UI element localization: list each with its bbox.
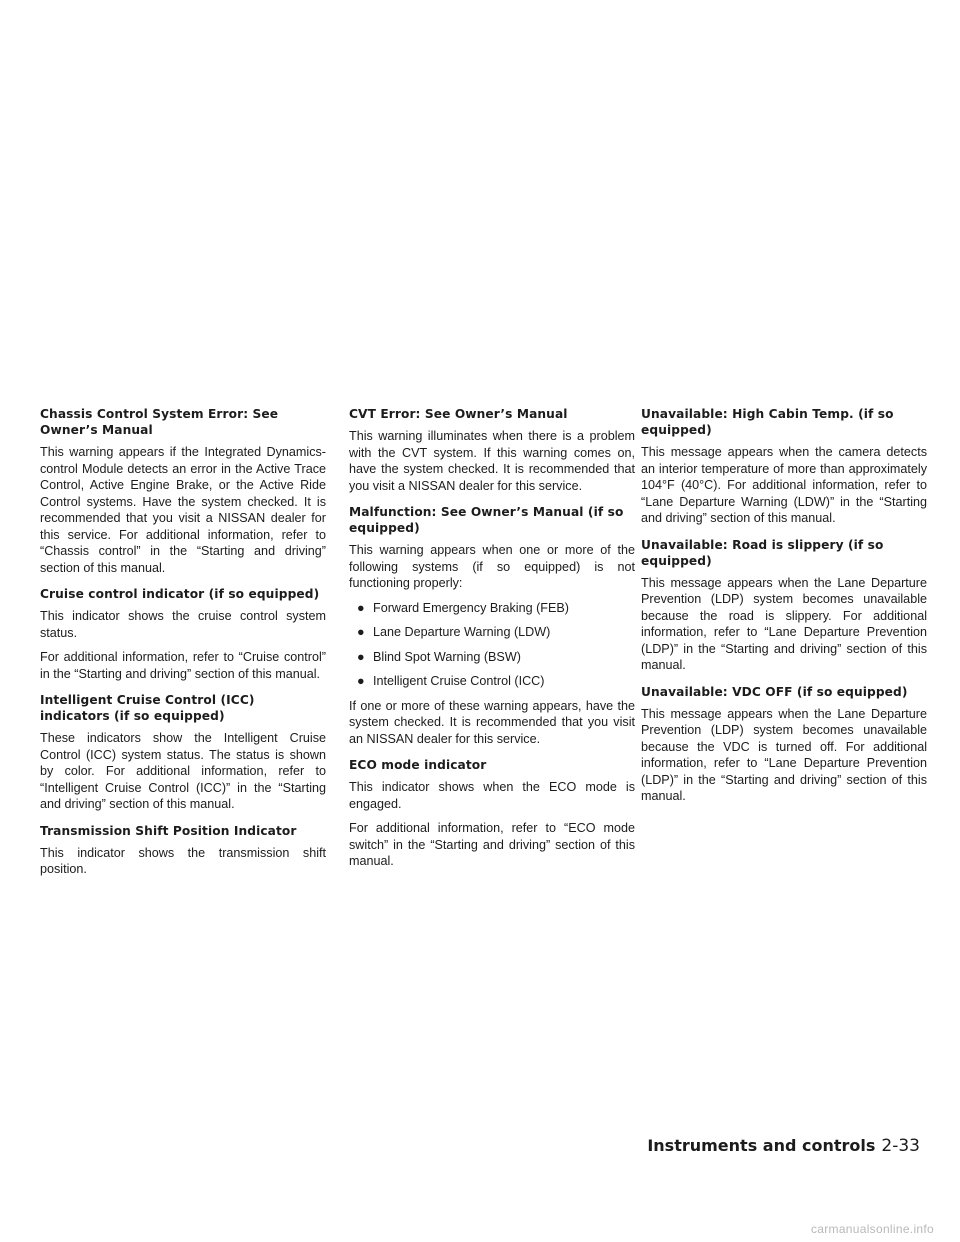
section-heading: Unavailable: Road is slippery (if so equipped) xyxy=(641,537,884,568)
page-footer xyxy=(647,1136,920,1156)
list-item-text: Lane Departure Warning (LDW) xyxy=(373,625,551,639)
body-paragraph: This indicator shows the cruise control system status. xyxy=(40,609,326,640)
left-column xyxy=(40,406,326,886)
section-heading: Malfunction: See Owner’s Manual (if so equipped) xyxy=(349,505,624,535)
body-paragraph: This message appears when the Lane Departure Prevention (LDP) system becomes unavailable because the road is slippery. For additional information, refer to “Lane Departure Prevention (LDP)” in the “Starting and driving” section of this manual. xyxy=(641,575,927,672)
body-paragraph: This indicator shows when the ECO mode is engaged. xyxy=(349,780,635,811)
body-paragraph: This message appears when the Lane Departure Prevention (LDP) system becomes unavailable because the VDC is turned off. For additional information, refer to “Lane Departure Prevention (LDP)” in the “Starting and driving” section of this manual. xyxy=(641,706,927,803)
section-heading: CVT Error: See Owner’s Manual xyxy=(349,407,568,421)
footer-section-title: Instruments and controls xyxy=(647,1136,876,1155)
section-heading: Chassis Control System Error: See Owner’s Manual xyxy=(40,407,279,437)
section-heading: Unavailable: High Cabin Temp. (if so equipped) xyxy=(641,407,894,437)
list-item xyxy=(349,600,635,617)
section-heading: Transmission Shift Position Indicator xyxy=(40,823,297,838)
list-item xyxy=(349,649,635,666)
body-paragraph: This warning appears if the Integrated Dynamics-control Module detects an error in the Active Trace Control, Active Engine Brake, or the Active Ride Control systems. Have the system checked. It is recommended that you visit a NISSAN dealer for this service. For additional information, refer to “Chassis control” in the “Starting and driving” section of this manual. xyxy=(40,445,326,575)
list-item-text: Forward Emergency Braking (FEB) xyxy=(373,600,569,615)
body-paragraph: This warning illuminates when there is a problem with the CVT system. If this warning comes on, have the system checked. It is recommended that you visit a NISSAN dealer for this service. xyxy=(349,429,635,493)
bullet-icon: ● xyxy=(357,674,365,688)
body-paragraph: This message appears when the camera detects an interior temperature of more than approximately 104°F (40°C). For additional information, refer to “Lane Departure Warning (LDW)” in the “Starting and driving” section of this manual. xyxy=(641,445,927,525)
body-paragraph: These indicators show the Intelligent Cruise Control (ICC) system status. The status is shown by color. For additional information, refer to “Intelligent Cruise Control (ICC)” in the “Starting and driving” section of this manual. xyxy=(40,731,326,811)
list-item-text: Blind Spot Warning (BSW) xyxy=(373,649,521,664)
section-heading: Unavailable: VDC OFF (if so equipped) xyxy=(641,684,908,699)
body-paragraph: This indicator shows the transmission shift position. xyxy=(40,845,326,876)
list-item xyxy=(349,673,635,690)
body-paragraph: If one or more of these warning appears, have the system checked. It is recommended that you visit an NISSAN dealer for this service. xyxy=(349,698,635,746)
bullet-icon: ● xyxy=(357,625,365,639)
right-column xyxy=(641,406,927,813)
section-heading: Cruise control indicator (if so equipped) xyxy=(40,587,320,601)
page-number: 2-33 xyxy=(881,1136,920,1156)
watermark: carmanualsonline.info xyxy=(810,1222,934,1236)
section-heading: ECO mode indicator xyxy=(349,758,487,772)
bullet-icon: ● xyxy=(357,600,365,615)
body-paragraph: For additional information, refer to “Cruise control” in the “Starting and driving” section of this manual. xyxy=(40,650,326,681)
list-item-text: Intelligent Cruise Control (ICC) xyxy=(373,674,545,688)
body-paragraph: This warning appears when one or more of the following systems (if so equipped) is not functioning properly: xyxy=(349,543,635,590)
middle-column xyxy=(349,406,635,878)
bullet-icon: ● xyxy=(357,649,365,664)
list-item xyxy=(349,624,635,641)
body-paragraph: For additional information, refer to “ECO mode switch” in the “Starting and driving” section of this manual. xyxy=(349,821,635,868)
section-heading: Intelligent Cruise Control (ICC) indicators (if so equipped) xyxy=(40,693,255,723)
bullet-list xyxy=(349,600,635,690)
